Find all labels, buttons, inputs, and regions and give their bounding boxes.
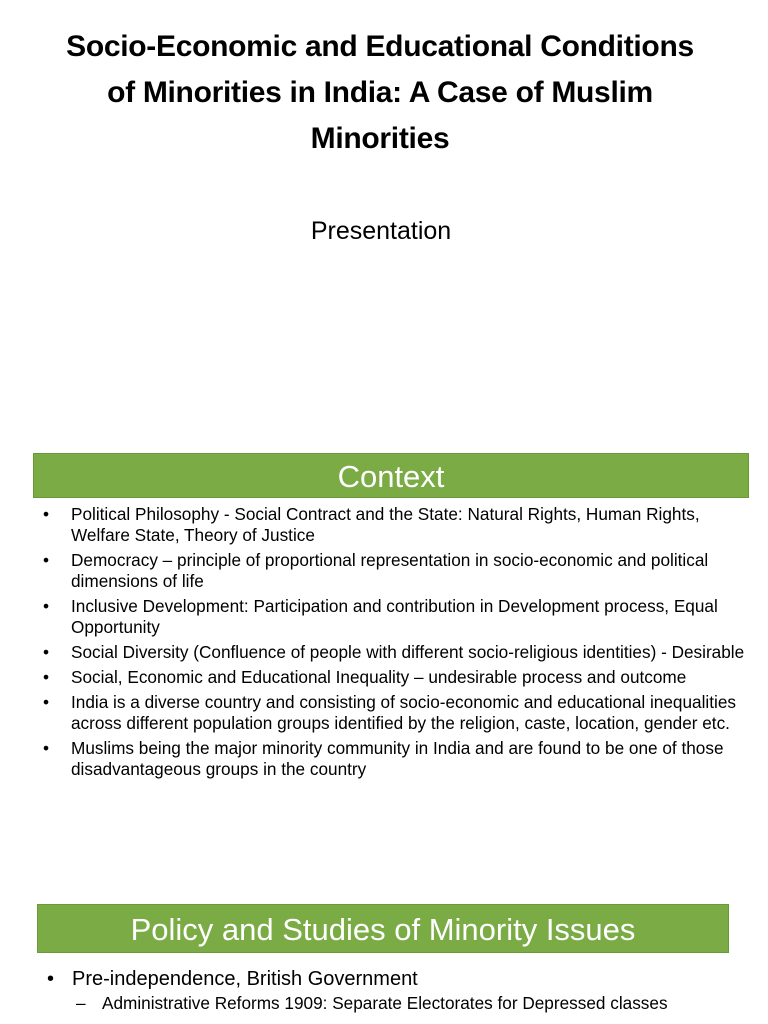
list-item [40, 692, 745, 734]
context-bullet-list [40, 504, 745, 784]
list-item-text: Muslims being the major minority community in India and are found to be one of those disadvantageous groups in the country [71, 738, 724, 779]
bullet-icon: • [43, 738, 50, 758]
bullet-icon: • [43, 550, 50, 570]
list-item [40, 667, 745, 688]
bullet-icon: • [43, 596, 50, 616]
list-item-text: Social, Economic and Educational Inequality – undesirable process and outcome [71, 667, 687, 687]
slide-title: Socio-Economic and Educational Conditions of Minorities in India: A Case of Muslim Minorities [66, 30, 694, 155]
dash-bullet-icon: – [76, 993, 86, 1013]
list-item [40, 550, 745, 592]
list-item-text: Social Diversity (Confluence of people with different socio-religious identities) - Desirable [71, 642, 745, 662]
policy-bullet-list [44, 966, 764, 1015]
slide-subtitle: Presentation [310, 217, 452, 245]
list-item [40, 738, 745, 780]
list-item [40, 504, 745, 546]
list-item-text: Pre-independence, British Government [72, 968, 418, 990]
bullet-icon: • [43, 667, 50, 687]
list-item-text: Inclusive Development: Participation and contribution in Development process, Equal Opportunity [71, 596, 718, 637]
list-item [40, 596, 745, 638]
bullet-icon: • [43, 504, 50, 524]
list-item [44, 966, 764, 992]
context-section-header: Context [33, 453, 749, 498]
bullet-icon: • [43, 692, 50, 712]
sub-list-item [44, 992, 764, 1015]
list-item [40, 642, 745, 663]
list-item-text: Democracy – principle of proportional representation in socio-economic and political dimensions of life [71, 550, 709, 591]
bullet-icon: • [43, 642, 50, 662]
list-item-text: India is a diverse country and consisting of socio-economic and educational inequalities across different population groups identified by the religion, caste, location, gender etc. [71, 692, 736, 733]
sub-list-item-text: Administrative Reforms 1909: Separate Electorates for Depressed classes [102, 993, 668, 1013]
policy-section-header: Policy and Studies of Minority Issues [37, 904, 729, 953]
list-item-text: Political Philosophy - Social Contract and the State: Natural Rights, Human Rights, Welfare State, Theory of Justice [71, 504, 700, 545]
bullet-icon: • [47, 968, 55, 990]
